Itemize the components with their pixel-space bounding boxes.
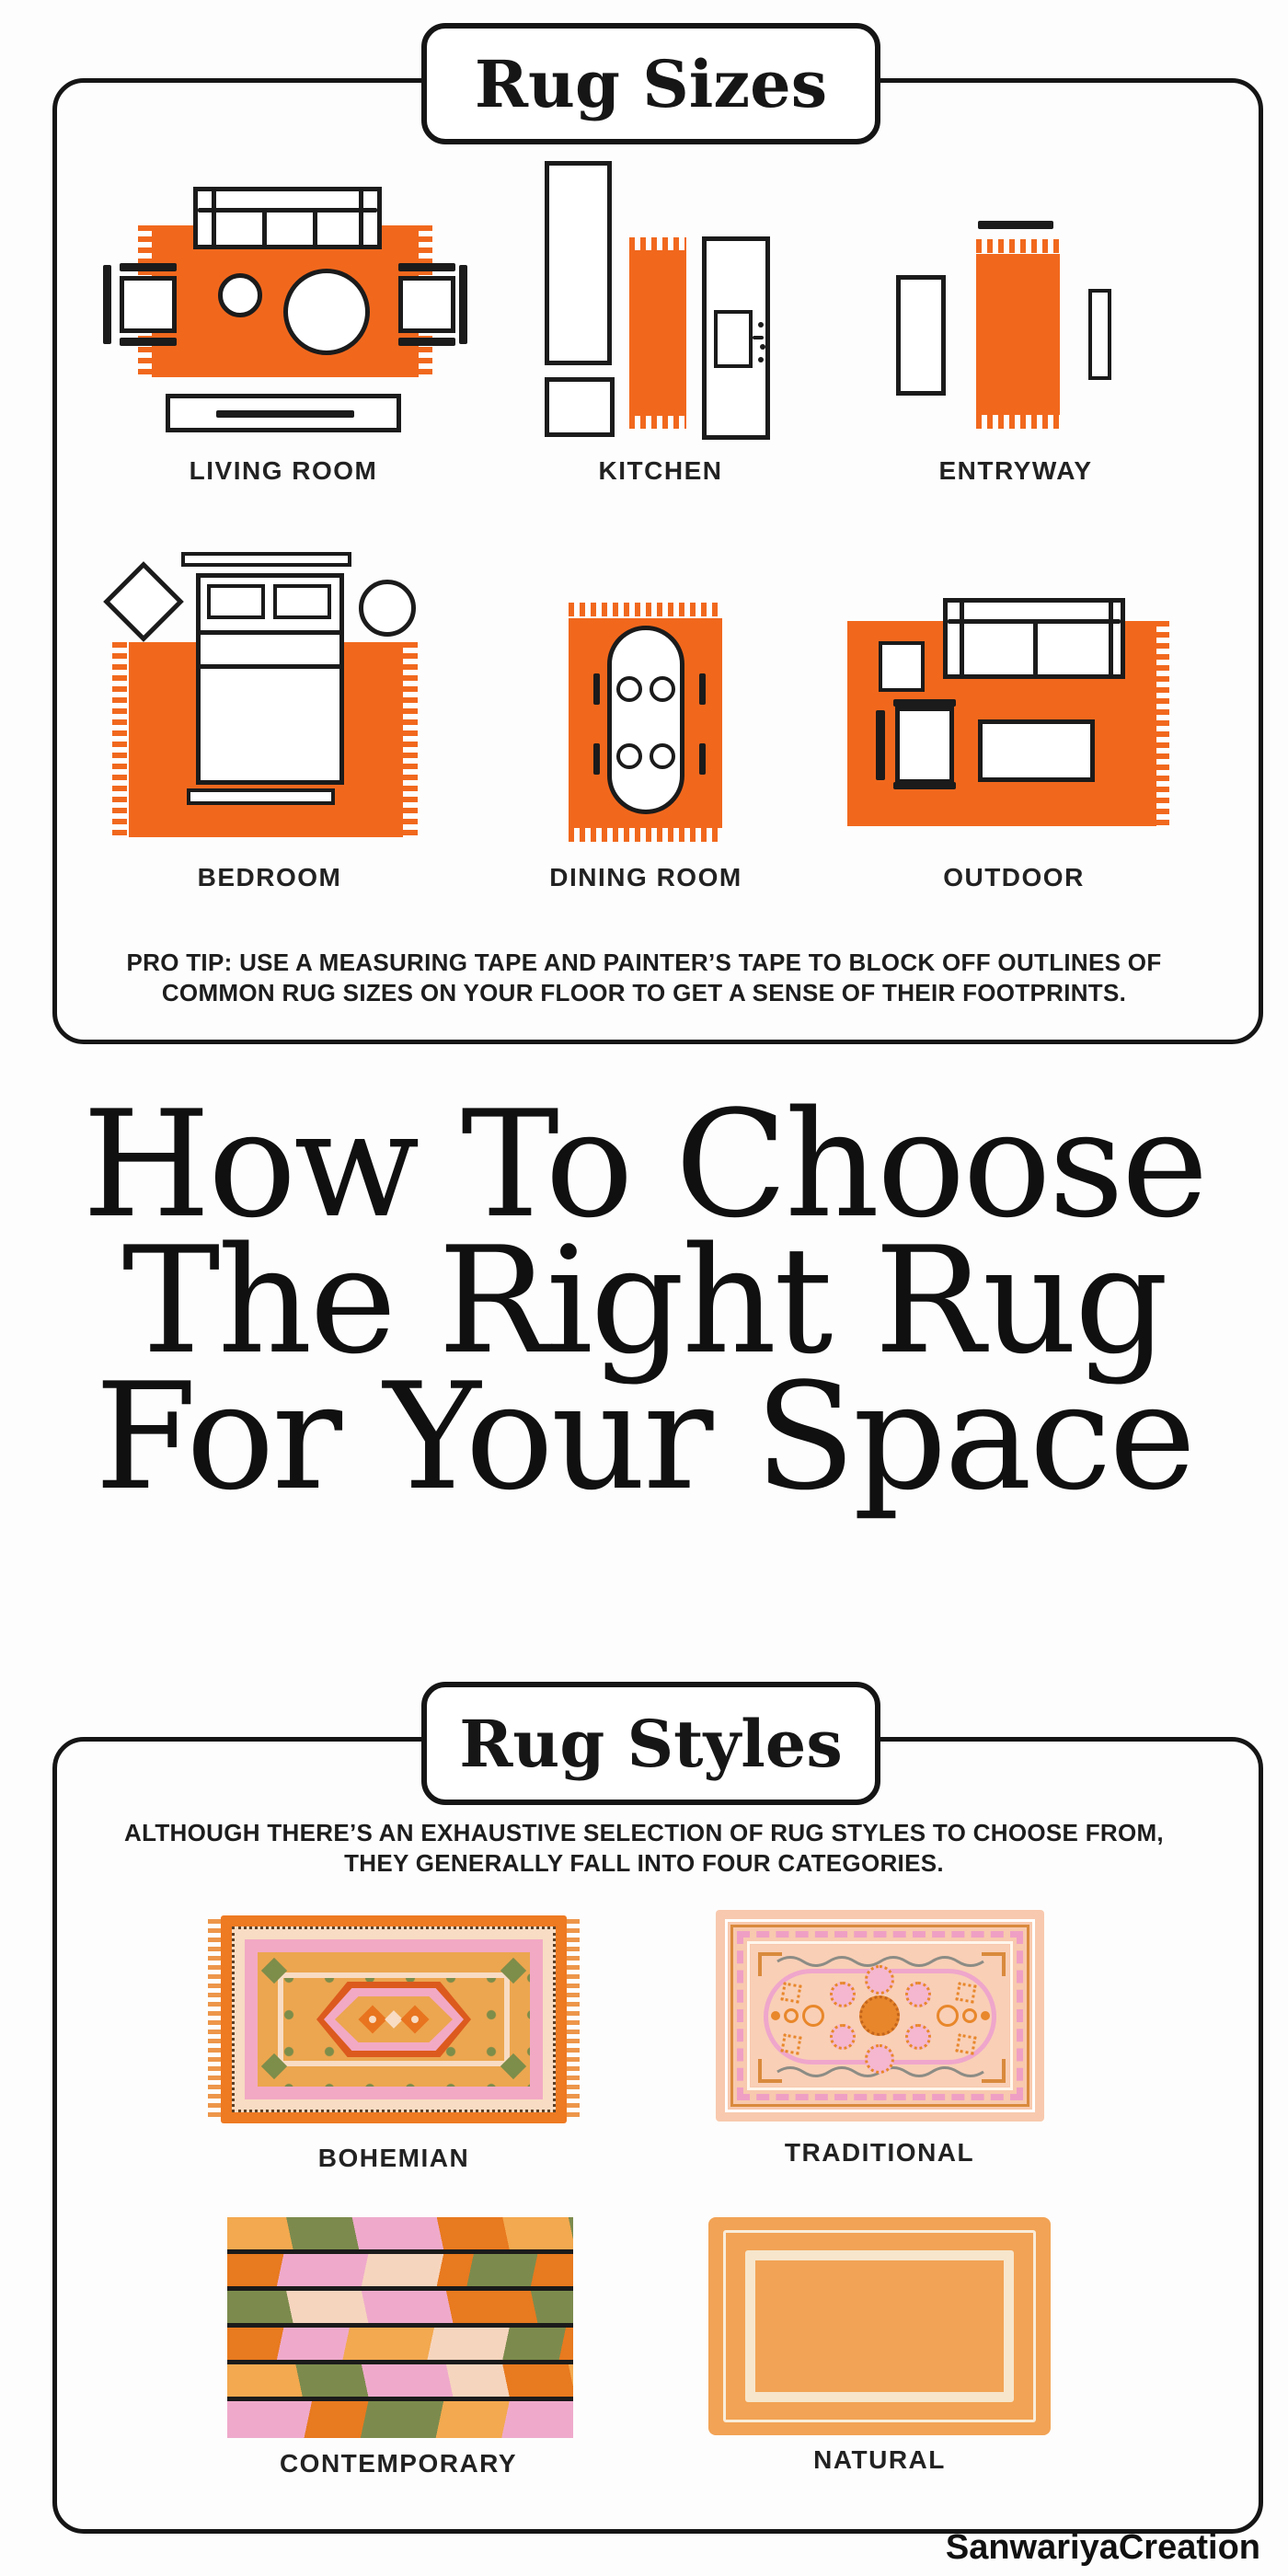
runner-fringe-top: [976, 239, 1060, 253]
pro-tip-prefix: PRO TIP:: [126, 949, 233, 976]
runner-fringe-bottom: [629, 416, 686, 429]
armchair-right-shape: [398, 276, 455, 333]
side-table-shape: [879, 641, 925, 692]
rug-fringe-bottom: [569, 828, 722, 842]
style-label-traditional: TRADITIONAL: [784, 2138, 975, 2167]
chain-circle: [937, 2005, 959, 2027]
armchair-left-side-line: [103, 265, 111, 344]
kitchen-illustration: [538, 161, 782, 442]
pro-tip: [0, 948, 1288, 1008]
rug-sizes-title: Rug Sizes: [474, 45, 828, 122]
style-label-natural: NATURAL: [813, 2445, 946, 2474]
flower-circle: [830, 1982, 856, 2007]
door-threshold-line: [978, 221, 1053, 229]
styles-intro-line1: ALTHOUGH THERE’S AN EXHAUSTIVE SELECTION OF RUG STYLES TO CHOOSE FROM,: [124, 1819, 1164, 1846]
chair-arm-line: [893, 699, 956, 707]
medallion-dot: [411, 2016, 419, 2023]
pattern-row: [227, 2401, 573, 2438]
natural-rug-illustration: [708, 2217, 1051, 2435]
pouf-diamond-shape: [103, 561, 184, 642]
rug-sizes-title-box: [421, 23, 880, 144]
faucet-line: [753, 336, 764, 339]
coffee-table-shape: [283, 269, 370, 355]
entryway-runner-rug-shape: [976, 254, 1060, 415]
sofa-back-line: [198, 208, 377, 213]
rug-styles-title: Rug Styles: [459, 1705, 843, 1782]
natural-cream-band: [745, 2250, 1014, 2402]
sofa-arm-right-line: [1109, 600, 1113, 677]
chair-side-line: [876, 710, 885, 780]
flower-circle: [865, 2044, 894, 2074]
sofa-arm-right-line: [359, 189, 363, 247]
kitchen-cabinet-shape: [545, 377, 615, 437]
faucet-dot: [758, 322, 764, 328]
nightstand-circle-shape: [359, 580, 416, 637]
bed-sheet-line: [199, 630, 341, 635]
chain-dot: [981, 2011, 990, 2020]
pro-tip-text: USE A MEASURING TAPE AND PAINTER’S TAPE TO BLOCK OFF OUTLINES OF: [232, 949, 1162, 976]
rug-fringe-top: [569, 603, 722, 616]
room-label-kitchen: KITCHEN: [598, 456, 723, 485]
room-label-living-room: LIVING ROOM: [189, 456, 378, 485]
headboard-shape: [181, 552, 351, 567]
style-label-contemporary: CONTEMPORARY: [279, 2449, 518, 2478]
pattern-row: [227, 2364, 573, 2401]
main-heading-line2: The Right Rug: [121, 1214, 1167, 1386]
kitchen-counter-shape: [545, 161, 612, 365]
center-flower: [859, 1995, 900, 2036]
traditional-rug-illustration: [716, 1910, 1044, 2122]
armchair-right-arm-line: [398, 338, 455, 346]
chair-line: [699, 743, 706, 775]
room-label-dining-room: DINING ROOM: [549, 863, 742, 891]
corner-motif: [955, 1982, 976, 2003]
bench-shape: [1088, 289, 1111, 380]
armchair-left-arm-line: [120, 263, 177, 271]
main-heading-line1: How To Choose: [82, 1078, 1206, 1250]
bed-bench-shape: [187, 788, 335, 805]
flower-circle: [830, 2024, 856, 2050]
outdoor-table-shape: [978, 719, 1095, 782]
chair-line: [699, 673, 706, 705]
outdoor-chair-shape: [895, 707, 954, 784]
rug-styles-title-box: [421, 1682, 880, 1805]
sink-shape: [714, 310, 753, 368]
armchair-left-arm-line: [120, 338, 177, 346]
runner-fringe-bottom: [976, 415, 1060, 429]
chair-line: [593, 743, 600, 775]
pro-tip-line1: [0, 948, 1288, 978]
pattern-row: [227, 2217, 573, 2254]
chain-circle: [784, 2008, 799, 2023]
runner-fringe-top: [629, 237, 686, 250]
watermark: SanwariyaCreation: [945, 2528, 1260, 2567]
chain-circle: [802, 2005, 824, 2027]
medallion-dot: [369, 2016, 376, 2023]
styles-intro: [0, 1818, 1288, 1879]
sofa-arm-left-line: [960, 600, 964, 677]
pattern-row: [227, 2328, 573, 2364]
armchair-left-shape: [120, 276, 177, 333]
corner-motif: [780, 2033, 801, 2054]
chair-arm-line: [893, 782, 956, 789]
flower-circle: [905, 1982, 931, 2007]
main-heading: [0, 1078, 1288, 1523]
place-setting-shape: [650, 676, 675, 702]
sofa-cushion-divider: [262, 210, 267, 247]
chain-dot: [771, 2011, 780, 2020]
pattern-row: [227, 2254, 573, 2291]
rug-fringe-left: [112, 642, 127, 837]
pillow-shape: [207, 584, 265, 619]
room-label-outdoor: OUTDOOR: [943, 863, 1085, 891]
media-console-line: [216, 410, 354, 418]
place-setting-shape: [650, 743, 675, 769]
side-table-shape: [218, 273, 262, 317]
place-setting-shape: [616, 743, 642, 769]
flower-circle: [905, 2024, 931, 2050]
living-room-illustration: [103, 179, 471, 446]
style-label-bohemian: BOHEMIAN: [317, 2144, 470, 2172]
pillow-shape: [273, 584, 331, 619]
kitchen-runner-rug-shape: [629, 250, 686, 416]
rug-fringe-right: [1156, 621, 1169, 826]
main-heading-line3: For Your Space: [94, 1351, 1194, 1523]
sofa-shape: [193, 187, 382, 249]
room-label-bedroom: BEDROOM: [197, 863, 342, 891]
room-label-entryway: ENTRYWAY: [938, 456, 1093, 485]
sofa-arm-left-line: [212, 189, 216, 247]
armchair-right-side-line: [459, 265, 467, 344]
styles-intro-line2: THEY GENERALLY FALL INTO FOUR CATEGORIES.: [344, 1849, 944, 1877]
chain-circle: [962, 2008, 977, 2023]
contemporary-rug-illustration: [227, 2217, 573, 2438]
entryway-illustration: [888, 219, 1118, 435]
rug-fringe-right: [403, 642, 418, 837]
chair-line: [593, 673, 600, 705]
sofa-cushion-divider: [313, 210, 317, 247]
dining-room-illustration: [561, 598, 731, 846]
rug-fringe-right: [567, 1919, 580, 2120]
bedroom-illustration: [106, 547, 423, 842]
corner-motif: [780, 1982, 801, 2003]
armchair-right-arm-line: [398, 263, 455, 271]
pro-tip-line2: COMMON RUG SIZES ON YOUR FLOOR TO GET A SENSE OF THEIR FOOTPRINTS.: [161, 979, 1127, 1006]
place-setting-shape: [616, 676, 642, 702]
faucet-dot: [758, 357, 764, 362]
sofa-cushion-divider: [1033, 622, 1038, 675]
pattern-row: [227, 2291, 573, 2328]
bohemian-rug-illustration: [208, 1915, 580, 2123]
blanket-line: [199, 664, 341, 669]
flower-circle: [865, 1965, 894, 1995]
faucet-dot: [760, 344, 765, 350]
corner-motif: [955, 2033, 976, 2054]
rug-fringe-left: [208, 1919, 221, 2120]
outdoor-illustration: [842, 593, 1173, 833]
dining-table-shape: [607, 626, 684, 814]
console-table-shape: [896, 275, 946, 396]
